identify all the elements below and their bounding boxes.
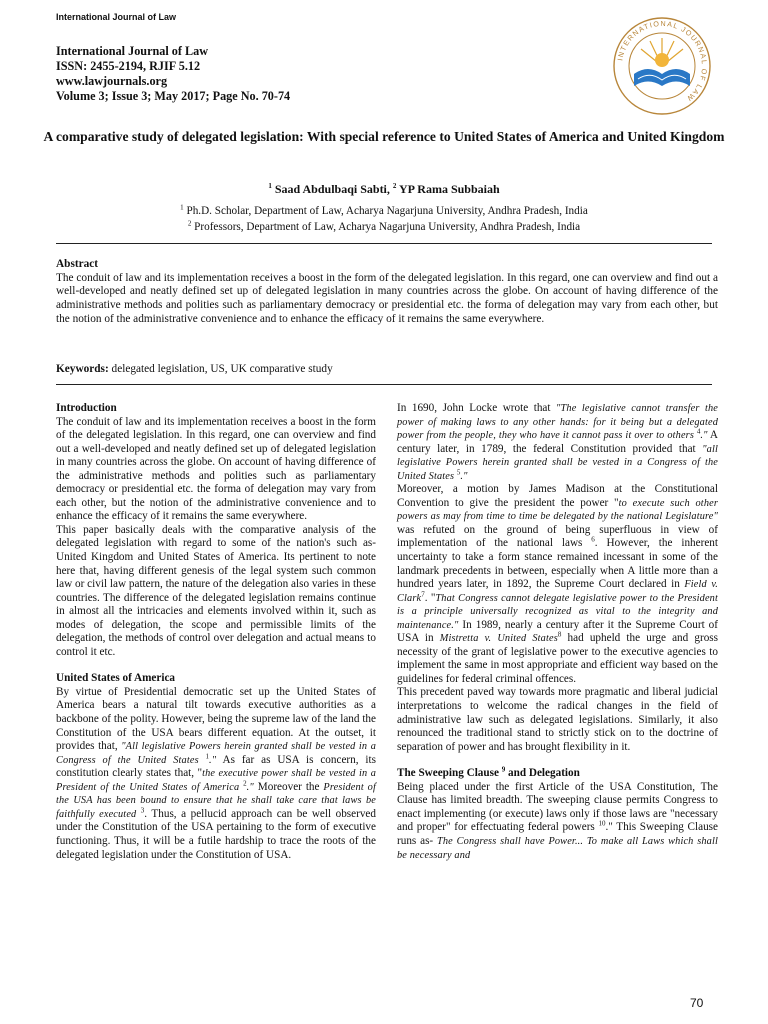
citation[interactable]: 3 <box>140 806 145 815</box>
paper-title: A comparative study of delegated legislation: With special reference to United States of America and United Kingdom <box>43 129 725 144</box>
paragraph: By virtue of Presidential democratic set up the United States of America bears a natural tilt towards executive authorities as a backbone of the polity. However, being the supreme law of the land the Constitution of the USA bears different equation. At the outset, it provides that, "All legislative Powers herein granted shall be vested in a Congress of the United States $^1$." As far as USA is concern, its constitution clearly states that, "the executive power shall be vested in a President of the United States of America $^2$." Moreover the President of the USA has been bound to ensure that he shall take care that laws be faithfully executed $^3$. Thus, a pellucid approach can be well observed under the Constitution of the USA pertaining to the form of executive functioning. Thus, it will be a futile hardship to trace the roots of the delegated legislation under the Constitution of USA. <box>56 685 376 861</box>
paragraph: Being placed under the first Article of the USA Constitution, The Clause has limited breadth. The sweeping clause permits Congress to enact implementing (or execute) laws only if those laws are "necessary and proper" for effectuating federal powers $^{10}$." This Sweeping Clause runs as- The Congress shall have Power... To make all Laws which shall be necessary and <box>397 780 719 861</box>
author-mark: 2 <box>392 182 397 190</box>
paragraph: Moreover, a motion by James Madison at the Constitutional Convention to give the president the power "to execute such other powers as may from time to time be delegated by the national Legislature" was refuted on the ground of being superfluous in view of implementation of the national laws $^6$. However, the inherent uncertainty to take a form stance remained incessant in some of the landmark precedents in between, especially when A little more than a hundred years later, in 1892, the Supreme Court declared in Field v. Clark$^7$. "That Congress cannot delegate legislative power to the President is a principle universally recognized as vital to the integrity and maintenance." In 1989, nearly a century after it the Supreme Court of USA in Mistretta v. United States$^8$ had upheld the urge and gross necessity of the grant of legislative power to the executive agencies to implement the same in most appropriate and efficient way based on the guidelines for federal criminal offences. <box>397 483 718 685</box>
citation[interactable]: 2 <box>243 779 247 788</box>
journal-name: International Journal of Law <box>56 44 209 58</box>
affiliation-2 <box>40 219 728 235</box>
citation[interactable]: 8 <box>557 630 562 639</box>
author-2: YP Rama Subbaiah <box>396 182 500 196</box>
paragraph: In 1690, John Locke wrote that "The legislative cannot transfer the power of making laws to any other hands: for it being but a delegated power from the people, they who have it cannot pass it over to others $^4$." A century later, in 1789, the federal Constitution provided that "all legislative Powers herein granted shall be vested in a Congress of the United States $^5$." <box>397 402 719 482</box>
right-column <box>397 402 718 862</box>
page-number: 70 <box>690 996 704 1010</box>
divider <box>56 384 712 385</box>
author-1: Saad Abdulbaqi Sabti, <box>271 182 393 196</box>
section-heading-sweeping-clause: The Sweeping Clause $^9$ and Delegation <box>397 765 580 780</box>
logo-ring-text: INTERNATIONAL JOURNAL OF LAW <box>615 18 710 104</box>
citation[interactable]: 9 <box>501 765 506 774</box>
citation[interactable]: 7 <box>421 589 425 598</box>
affiliation-text: Professors, Department of Law, Acharya Nagarjuna University, Andhra Pradesh, India <box>191 221 581 233</box>
citation[interactable]: 1 <box>205 751 210 760</box>
paragraph: This paper basically deals with the comparative analysis of the delegated legislation with regard to some of the nation's such as- United Kingdom and United States of America. Its pertinent to note here that, having different genesis of the legal system such common law or civil law pattern, the nature of the delegation also varies in these countries. The difference of the delegated legislation remains continue in almost all the intricacies and elements involved within it, such as modes of delegation, the scope and permissible limits of the delegation, the methods of control over delegation and actual means to control it etc. <box>56 523 376 658</box>
section-heading-usa: United States of America <box>56 672 175 685</box>
paragraph: This precedent paved way towards more pragmatic and liberal judicial interpretations to welcome the radical changes in the field of administrative law such as delegated legislations. Similarly, it also renounced the traditional stand to strictly stick on to the doctrine of separation of power and has brought flexibility in it. <box>397 686 718 753</box>
affiliation-mark: 1 <box>180 203 184 212</box>
section-heading-introduction: Introduction <box>56 402 117 414</box>
paragraph: The conduit of law and its implementation receives a boost in the form of the delegated legislation. In this regard, one can overview and find out a well-developed and neatly defined set up of delegated legislation in many countries across the globe. On account of having difference of the administrative methods and polities such as parliamentary democracy or presidential etc. the forma of delegation may vary from each other, but the notion of the administrative convenience and to enhance the efficacy of it remains the same everywhere. <box>56 415 376 523</box>
affiliation-text: Ph.D. Scholar, Department of Law, Acharya Nagarjuna University, Andhra Pradesh, India <box>183 205 588 217</box>
author-mark: 1 <box>268 182 272 190</box>
citation[interactable]: 5 <box>456 468 461 476</box>
citation[interactable]: 10 <box>598 819 606 828</box>
running-header: International Journal of Law <box>56 12 177 22</box>
left-column <box>56 402 376 862</box>
abstract-heading: Abstract <box>56 258 99 270</box>
journal-logo <box>612 16 712 116</box>
affiliation-mark: 2 <box>187 219 192 228</box>
affiliation-1 <box>40 203 728 219</box>
website[interactable]: www.lawjournals.org <box>56 74 168 88</box>
citation[interactable]: 6 <box>591 535 595 544</box>
issn: ISSN: 2455-2194, RJIF 5.12 <box>56 59 201 73</box>
citation[interactable]: 4 <box>696 427 701 436</box>
paper-authors <box>40 182 728 197</box>
volume-info: Volume 3; Issue 3; May 2017; Page No. 70-74 <box>56 89 291 103</box>
keywords-label: Keywords: <box>56 363 109 375</box>
divider <box>56 243 712 244</box>
affiliations <box>40 203 728 235</box>
keywords-text: delegated legislation, US, UK comparative study <box>108 363 333 375</box>
journal-meta <box>56 44 290 104</box>
keywords <box>56 363 718 375</box>
abstract-text: The conduit of law and its implementation receives a boost in the form of the delegated legislation. In this regard, one can overview and find out a well-developed and neatly defined set up of delegated legislation in many countries across the globe. On account of having difference of the administrative methods and polities such as parliamentary democracy or presidential etc. the forma of delegation may vary from each other, but the notion of the administrative convenience and to enhance the efficacy of it remains the same everywhere. <box>56 271 718 325</box>
abstract <box>56 258 718 327</box>
